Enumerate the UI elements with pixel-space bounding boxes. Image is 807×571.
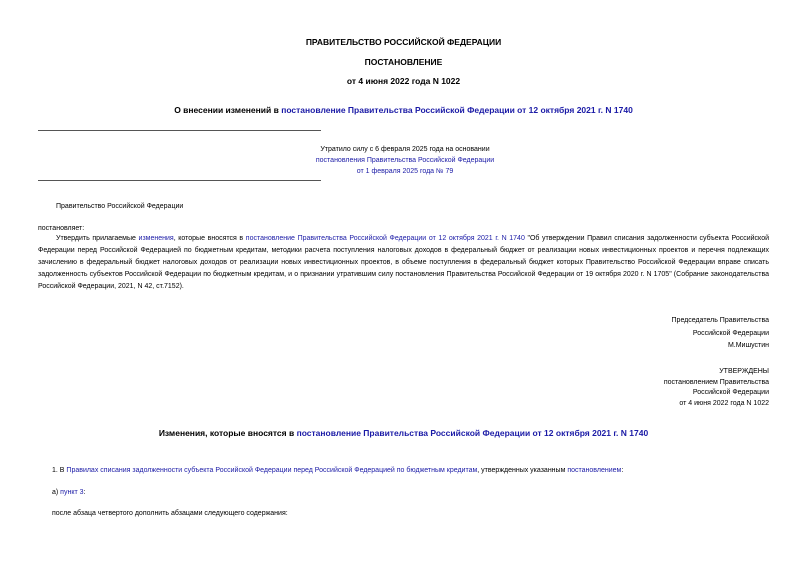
status-note-decree-link[interactable]: постановления Правительства Российской Федерации <box>315 157 495 164</box>
changes-item-a <box>52 489 85 496</box>
p1-text-a: Утвердить прилагаемые <box>56 235 139 242</box>
approval-line2: постановлением Правительства <box>663 378 769 386</box>
changes-heading <box>0 428 807 438</box>
status-note <box>180 144 630 177</box>
item-a-prefix: а) <box>52 489 61 496</box>
government-heading: ПРАВИТЕЛЬСТВО РОССИЙСКОЙ ФЕДЕРАЦИИ <box>305 37 502 47</box>
p1-text-b: , которые вносятся в <box>173 235 246 242</box>
changes-item-1 <box>52 467 623 474</box>
item1-decree-link[interactable]: постановлением <box>567 467 622 474</box>
p1-text-c: "Об утверждении Правил списания задолженности субъекта Российской Федерации перед Российской Федерацией по бюджетным кредитам, методики расчета поступления налоговых доходов в федеральный бюджет от реализации новых инвестиционных проектов и перечня подлежащих зачислению в федеральный бюджет налоговых доходов от реализации новых инвестиционных проектов, в объеме поступления в федеральный бюджет которых Правительство Российской Федерации вправе списать задолженность субъектов Российской Федерации по бюджетным кредитам, и о признании утратившим силу постановления Правительства Российской Федерации от 19 октября 2020 г. N 1705" (Собрание законодательства Российской Федерации, 2021, N 42, ст.7152). <box>38 235 769 290</box>
changes-heading-prefix: Изменения, которые вносятся в <box>158 428 297 438</box>
p1-changes-link[interactable]: изменения <box>138 235 174 242</box>
signature-name: М.Мишустин <box>727 342 769 349</box>
resolution-paragraph <box>38 233 769 293</box>
item1-text-b: , утвержденных указанным <box>477 467 568 474</box>
document-title <box>0 105 807 115</box>
status-bottom-divider <box>38 180 321 181</box>
document-date-number: от 4 июня 2022 года N 1022 <box>346 76 461 86</box>
title-prefix: О внесении изменений в <box>174 105 282 115</box>
document-type: ПОСТАНОВЛЕНИЕ <box>364 57 443 67</box>
signature-title-line1: Председатель Правительства <box>671 317 769 324</box>
changes-heading-decree-link[interactable]: постановление Правительства Российской Федерации от 12 октября 2021 г. N 1740 <box>296 428 649 438</box>
after-paragraph-text: после абзаца четвертого дополнить абзацами следующего содержания: <box>52 510 288 517</box>
status-note-date-link[interactable]: от 1 февраля 2025 года № 79 <box>356 168 454 175</box>
status-note-line1: Утратило силу с 6 февраля 2025 года на основании <box>320 146 490 153</box>
item1-rules-link[interactable]: Правилах списания задолженности субъекта Российской Федерации перед Российской Федерацией по бюджетным кредитам <box>66 467 478 474</box>
item1-text-a: 1. В <box>52 467 67 474</box>
issuer: Правительство Российской Федерации <box>56 203 184 210</box>
approval-line4: от 4 июня 2022 года N 1022 <box>679 399 769 407</box>
item-a-suffix: : <box>83 489 86 496</box>
approval-line3: Российской Федерации <box>692 389 769 396</box>
status-top-divider <box>38 130 321 131</box>
item1-text-c: : <box>621 467 624 474</box>
approval-block <box>450 367 769 409</box>
decrees-word: постановляет: <box>38 225 85 232</box>
item-a-point-link[interactable]: пункт 3 <box>60 489 84 496</box>
approval-line1: УТВЕРЖДЕНЫ <box>719 368 769 375</box>
signature-title-line2: Российской Федерации <box>692 329 769 337</box>
signature-block <box>450 315 769 353</box>
title-decree-link[interactable]: постановление Правительства Российской Федерации от 12 октября 2021 г. N 1740 <box>281 105 633 115</box>
p1-decree-link[interactable]: постановление Правительства Российской Федерации от 12 октября 2021 г. N 1740 <box>245 235 525 242</box>
